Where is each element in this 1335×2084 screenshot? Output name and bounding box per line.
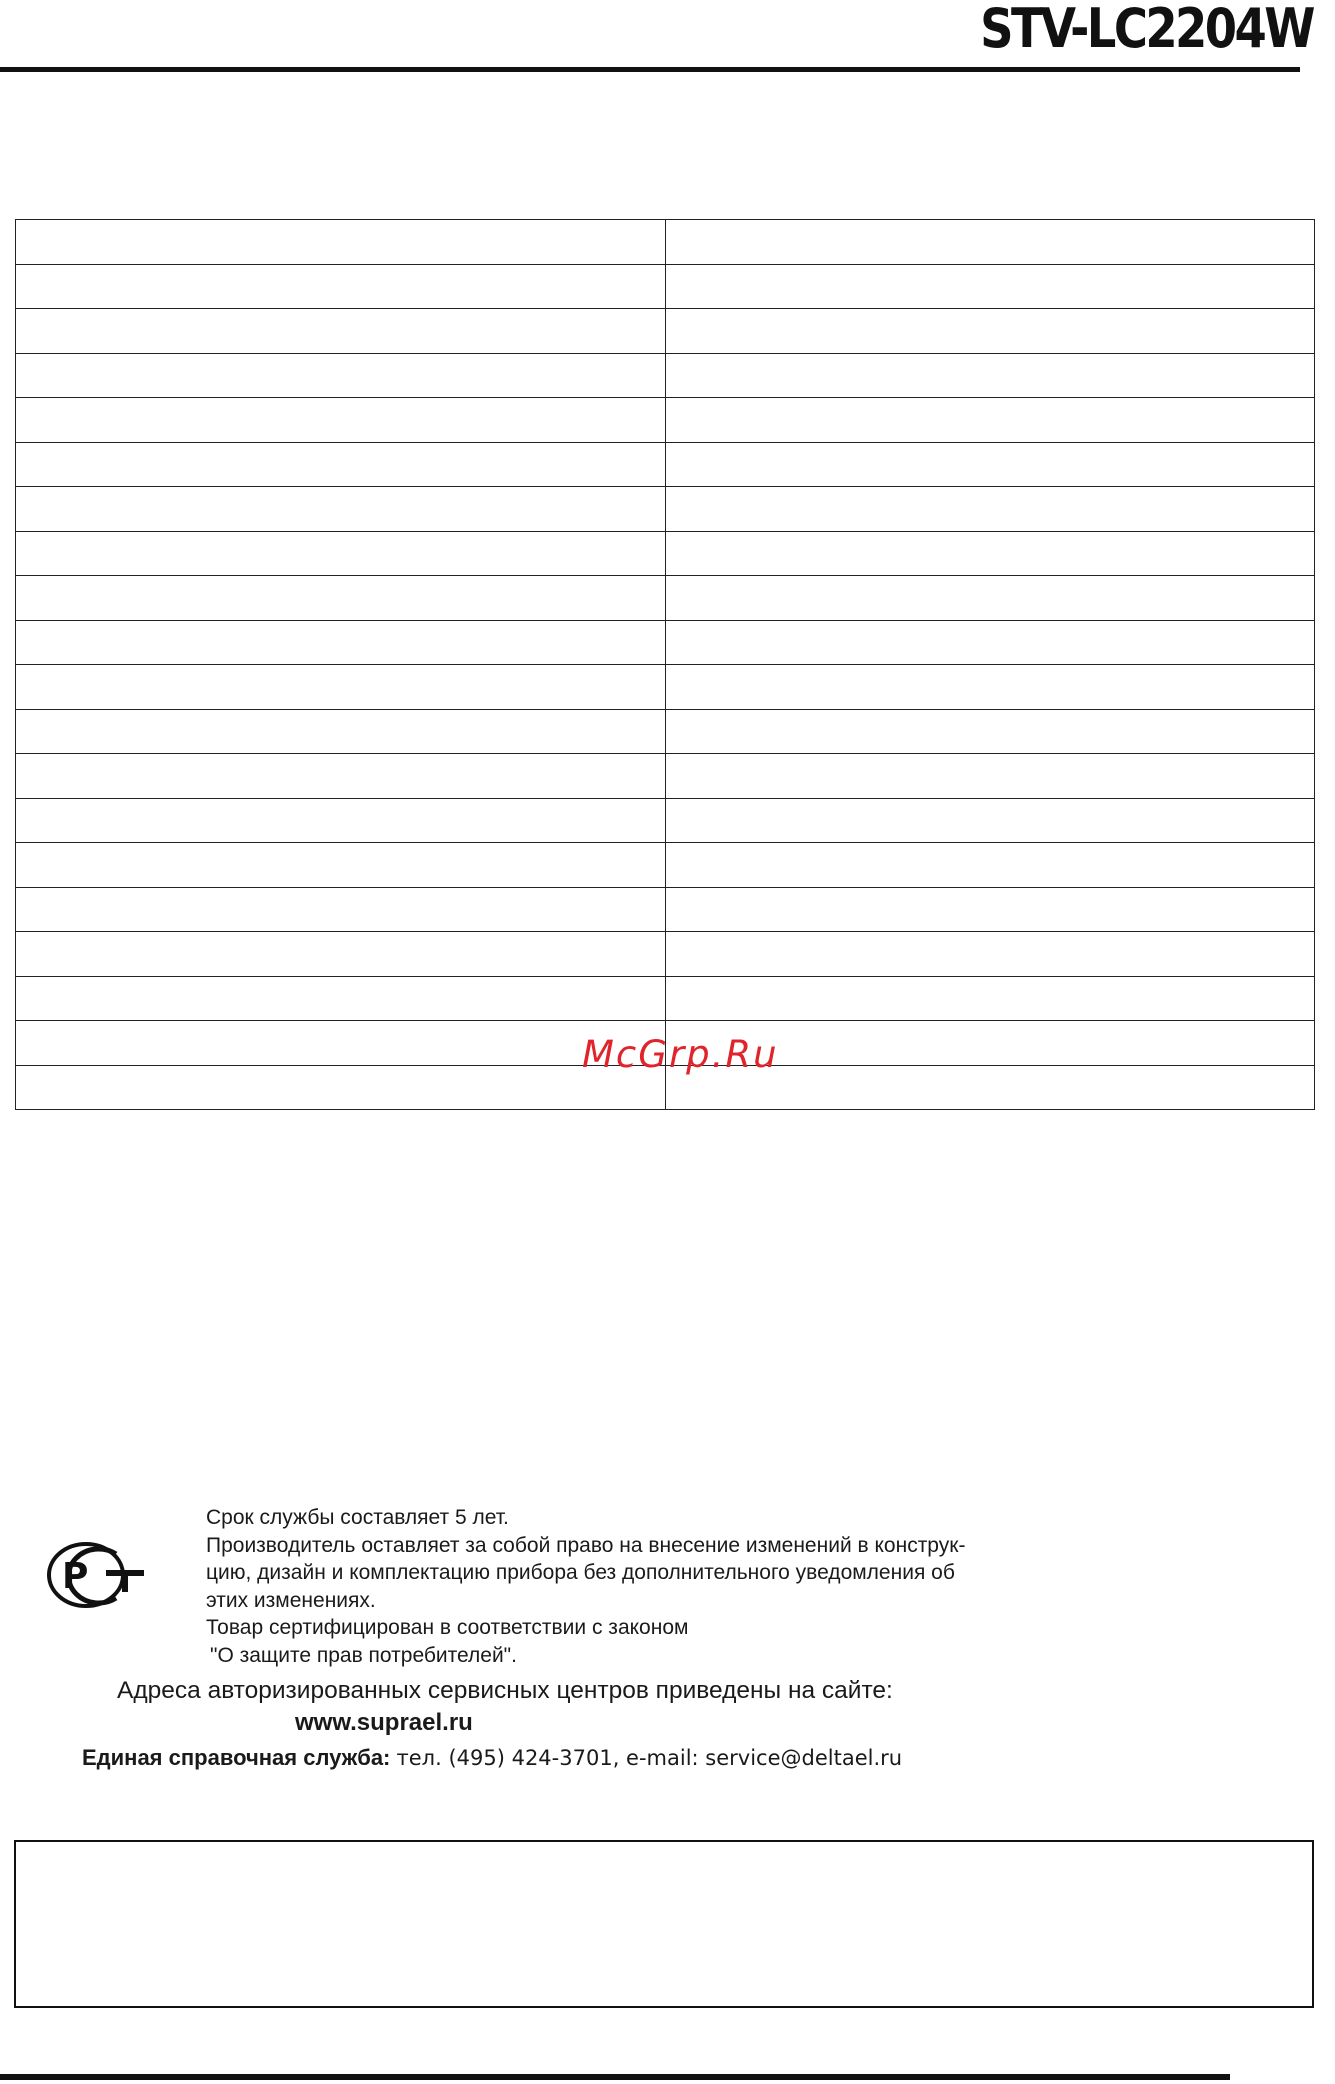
header-rule: [0, 67, 1300, 72]
spec-label-cell: [16, 442, 666, 487]
table-row: [16, 442, 1315, 487]
spec-label-cell: [16, 709, 666, 754]
table-row: [16, 754, 1315, 799]
spec-value-cell: [665, 620, 1315, 665]
table-row: [16, 932, 1315, 977]
spec-table: [15, 219, 1315, 1110]
website-link[interactable]: www.suprael.ru: [295, 1709, 473, 1736]
stamp-box: [14, 1840, 1314, 2008]
spec-label-cell: [16, 576, 666, 621]
spec-value-cell: [665, 398, 1315, 443]
spec-value-cell: [665, 442, 1315, 487]
table-row: [16, 487, 1315, 532]
spec-label-cell: [16, 220, 666, 265]
spec-value-cell: [665, 576, 1315, 621]
table-row: [16, 798, 1315, 843]
spec-value-cell: [665, 220, 1315, 265]
service-life-text: Срок службы составляет 5 лет.: [206, 1506, 509, 1529]
spec-value-cell: [665, 887, 1315, 932]
model-number: STV-LC2204W: [980, 0, 1313, 60]
watermark: McGrp.Ru: [582, 1033, 779, 1076]
spec-label-cell: [16, 754, 666, 799]
spec-label-cell: [16, 487, 666, 532]
spec-label-cell: [16, 398, 666, 443]
spec-label-cell: [16, 620, 666, 665]
spec-label-cell: [16, 309, 666, 354]
table-row: [16, 264, 1315, 309]
spec-value-cell: [665, 531, 1315, 576]
spec-value-cell: [665, 709, 1315, 754]
table-row: [16, 531, 1315, 576]
spec-value-cell: [665, 754, 1315, 799]
spec-value-cell: [665, 976, 1315, 1021]
table-row: [16, 398, 1315, 443]
rst-certification-icon: [46, 1540, 146, 1610]
table-row: [16, 976, 1315, 1021]
spec-label-cell: [16, 1065, 666, 1110]
spec-label-cell: [16, 531, 666, 576]
footer-rule: [0, 2074, 1230, 2080]
spec-table-body: [16, 220, 1315, 1110]
certification-line2: "О защите прав потребителей".: [210, 1643, 517, 1667]
table-row: [16, 353, 1315, 398]
table-row: [16, 309, 1315, 354]
spec-label-cell: [16, 798, 666, 843]
spec-label-cell: [16, 665, 666, 710]
table-row: [16, 576, 1315, 621]
table-row: [16, 220, 1315, 265]
spec-label-cell: [16, 887, 666, 932]
table-row: [16, 709, 1315, 754]
spec-value-cell: [665, 665, 1315, 710]
spec-value-cell: [665, 932, 1315, 977]
warranty-info: [206, 1504, 1106, 1669]
hotline: [82, 1743, 902, 1773]
spec-value-cell: [665, 843, 1315, 888]
manufacturer-notice-line3: этих изменениях.: [206, 1588, 376, 1612]
spec-value-cell: [665, 309, 1315, 354]
manufacturer-notice-line1: Производитель оставляет за собой право на внесение изменений в конструк-: [206, 1533, 966, 1557]
table-row: [16, 843, 1315, 888]
spec-value-cell: [665, 798, 1315, 843]
service-centers-text: Адреса авторизированных сервисных центров приведены на сайте:: [117, 1677, 893, 1704]
spec-value-cell: [665, 353, 1315, 398]
table-row: [16, 887, 1315, 932]
spec-label-cell: [16, 932, 666, 977]
spec-label-cell: [16, 264, 666, 309]
spec-label-cell: [16, 843, 666, 888]
table-row: [16, 620, 1315, 665]
spec-value-cell: [665, 264, 1315, 309]
hotline-contacts: тел. (495) 424-3701, e-mail: service@deltael.ru: [396, 1746, 903, 1770]
spec-label-cell: [16, 976, 666, 1021]
hotline-label: Единая справочная служба:: [82, 1745, 391, 1770]
spec-label-cell: [16, 353, 666, 398]
svg-text:Р: Р: [62, 1556, 89, 1597]
spec-label-cell: [16, 1021, 666, 1066]
spec-value-cell: [665, 487, 1315, 532]
table-row: [16, 665, 1315, 710]
certification-line1: Товар сертифицирован в соответствии с законом: [206, 1616, 689, 1639]
manufacturer-notice-line2: цию, дизайн и комплектацию прибора без дополнительного уведомления об: [206, 1561, 955, 1584]
